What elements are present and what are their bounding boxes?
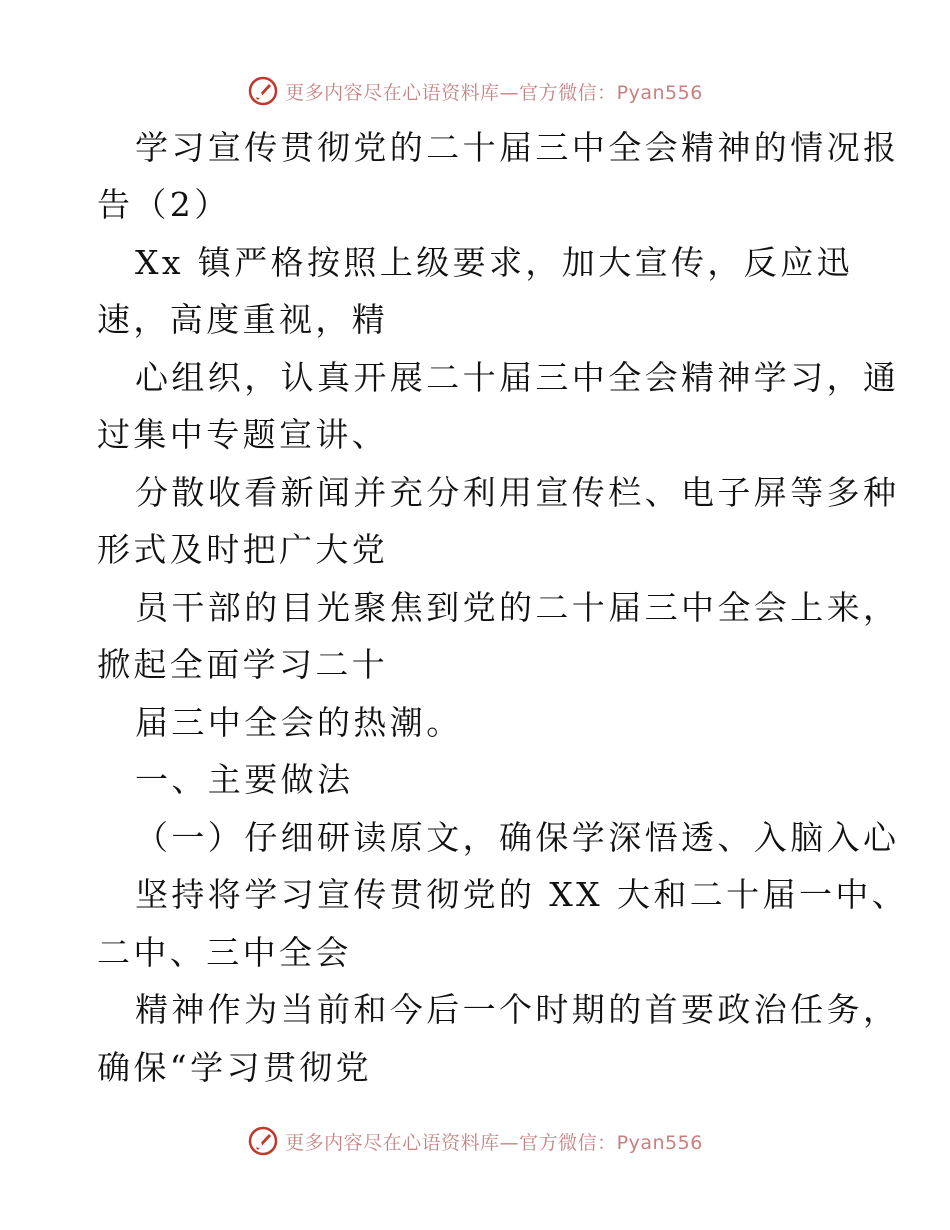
paragraph-line: 确保“学习贯彻党 <box>97 1048 373 1087</box>
document-title-line-2: 告（2） <box>97 185 231 224</box>
paragraph-line: 分散收看新闻并充分利用宣传栏、电子屏等多种 <box>135 473 900 512</box>
paragraph-line: 过集中专题宣讲、 <box>97 415 389 454</box>
section-heading: 一、主要做法 <box>135 760 354 799</box>
watermark-text: 更多内容尽在心语资料库—官方微信：Pyan556 <box>285 1131 703 1154</box>
paragraph-line: 掀起全面学习二十 <box>97 645 389 684</box>
paragraph-line: 届三中全会的热潮。 <box>135 703 463 742</box>
footer-watermark <box>0 1121 950 1161</box>
header-watermark <box>0 71 950 111</box>
paragraph-line: 心组织，认真开展二十届三中全会精神学习，通 <box>135 358 900 397</box>
paragraph-line: 二中、三中全会 <box>97 933 352 972</box>
paragraph-line: 坚持将学习宣传贯彻党的 XX 大和二十届一中、 <box>135 875 909 914</box>
paragraph-line: 形式及时把广大党 <box>97 530 389 569</box>
quill-pen-logo-icon <box>247 1125 279 1157</box>
paragraph-line: 精神作为当前和今后一个时期的首要政治任务， <box>135 990 900 1029</box>
paragraph-line: Xx 镇严格按照上级要求，加大宣传，反应迅 <box>135 243 853 282</box>
paragraph-line: 速，高度重视，精 <box>97 300 389 339</box>
quill-pen-logo-icon <box>247 75 279 107</box>
document-title-line-1: 学习宣传贯彻党的二十届三中全会精神的情况报 <box>135 128 900 167</box>
subsection-heading: （一）仔细研读原文，确保学深悟透、入脑入心 <box>135 818 900 857</box>
watermark-text: 更多内容尽在心语资料库—官方微信：Pyan556 <box>285 81 703 104</box>
paragraph-line: 员干部的目光聚焦到党的二十届三中全会上来， <box>135 588 900 627</box>
